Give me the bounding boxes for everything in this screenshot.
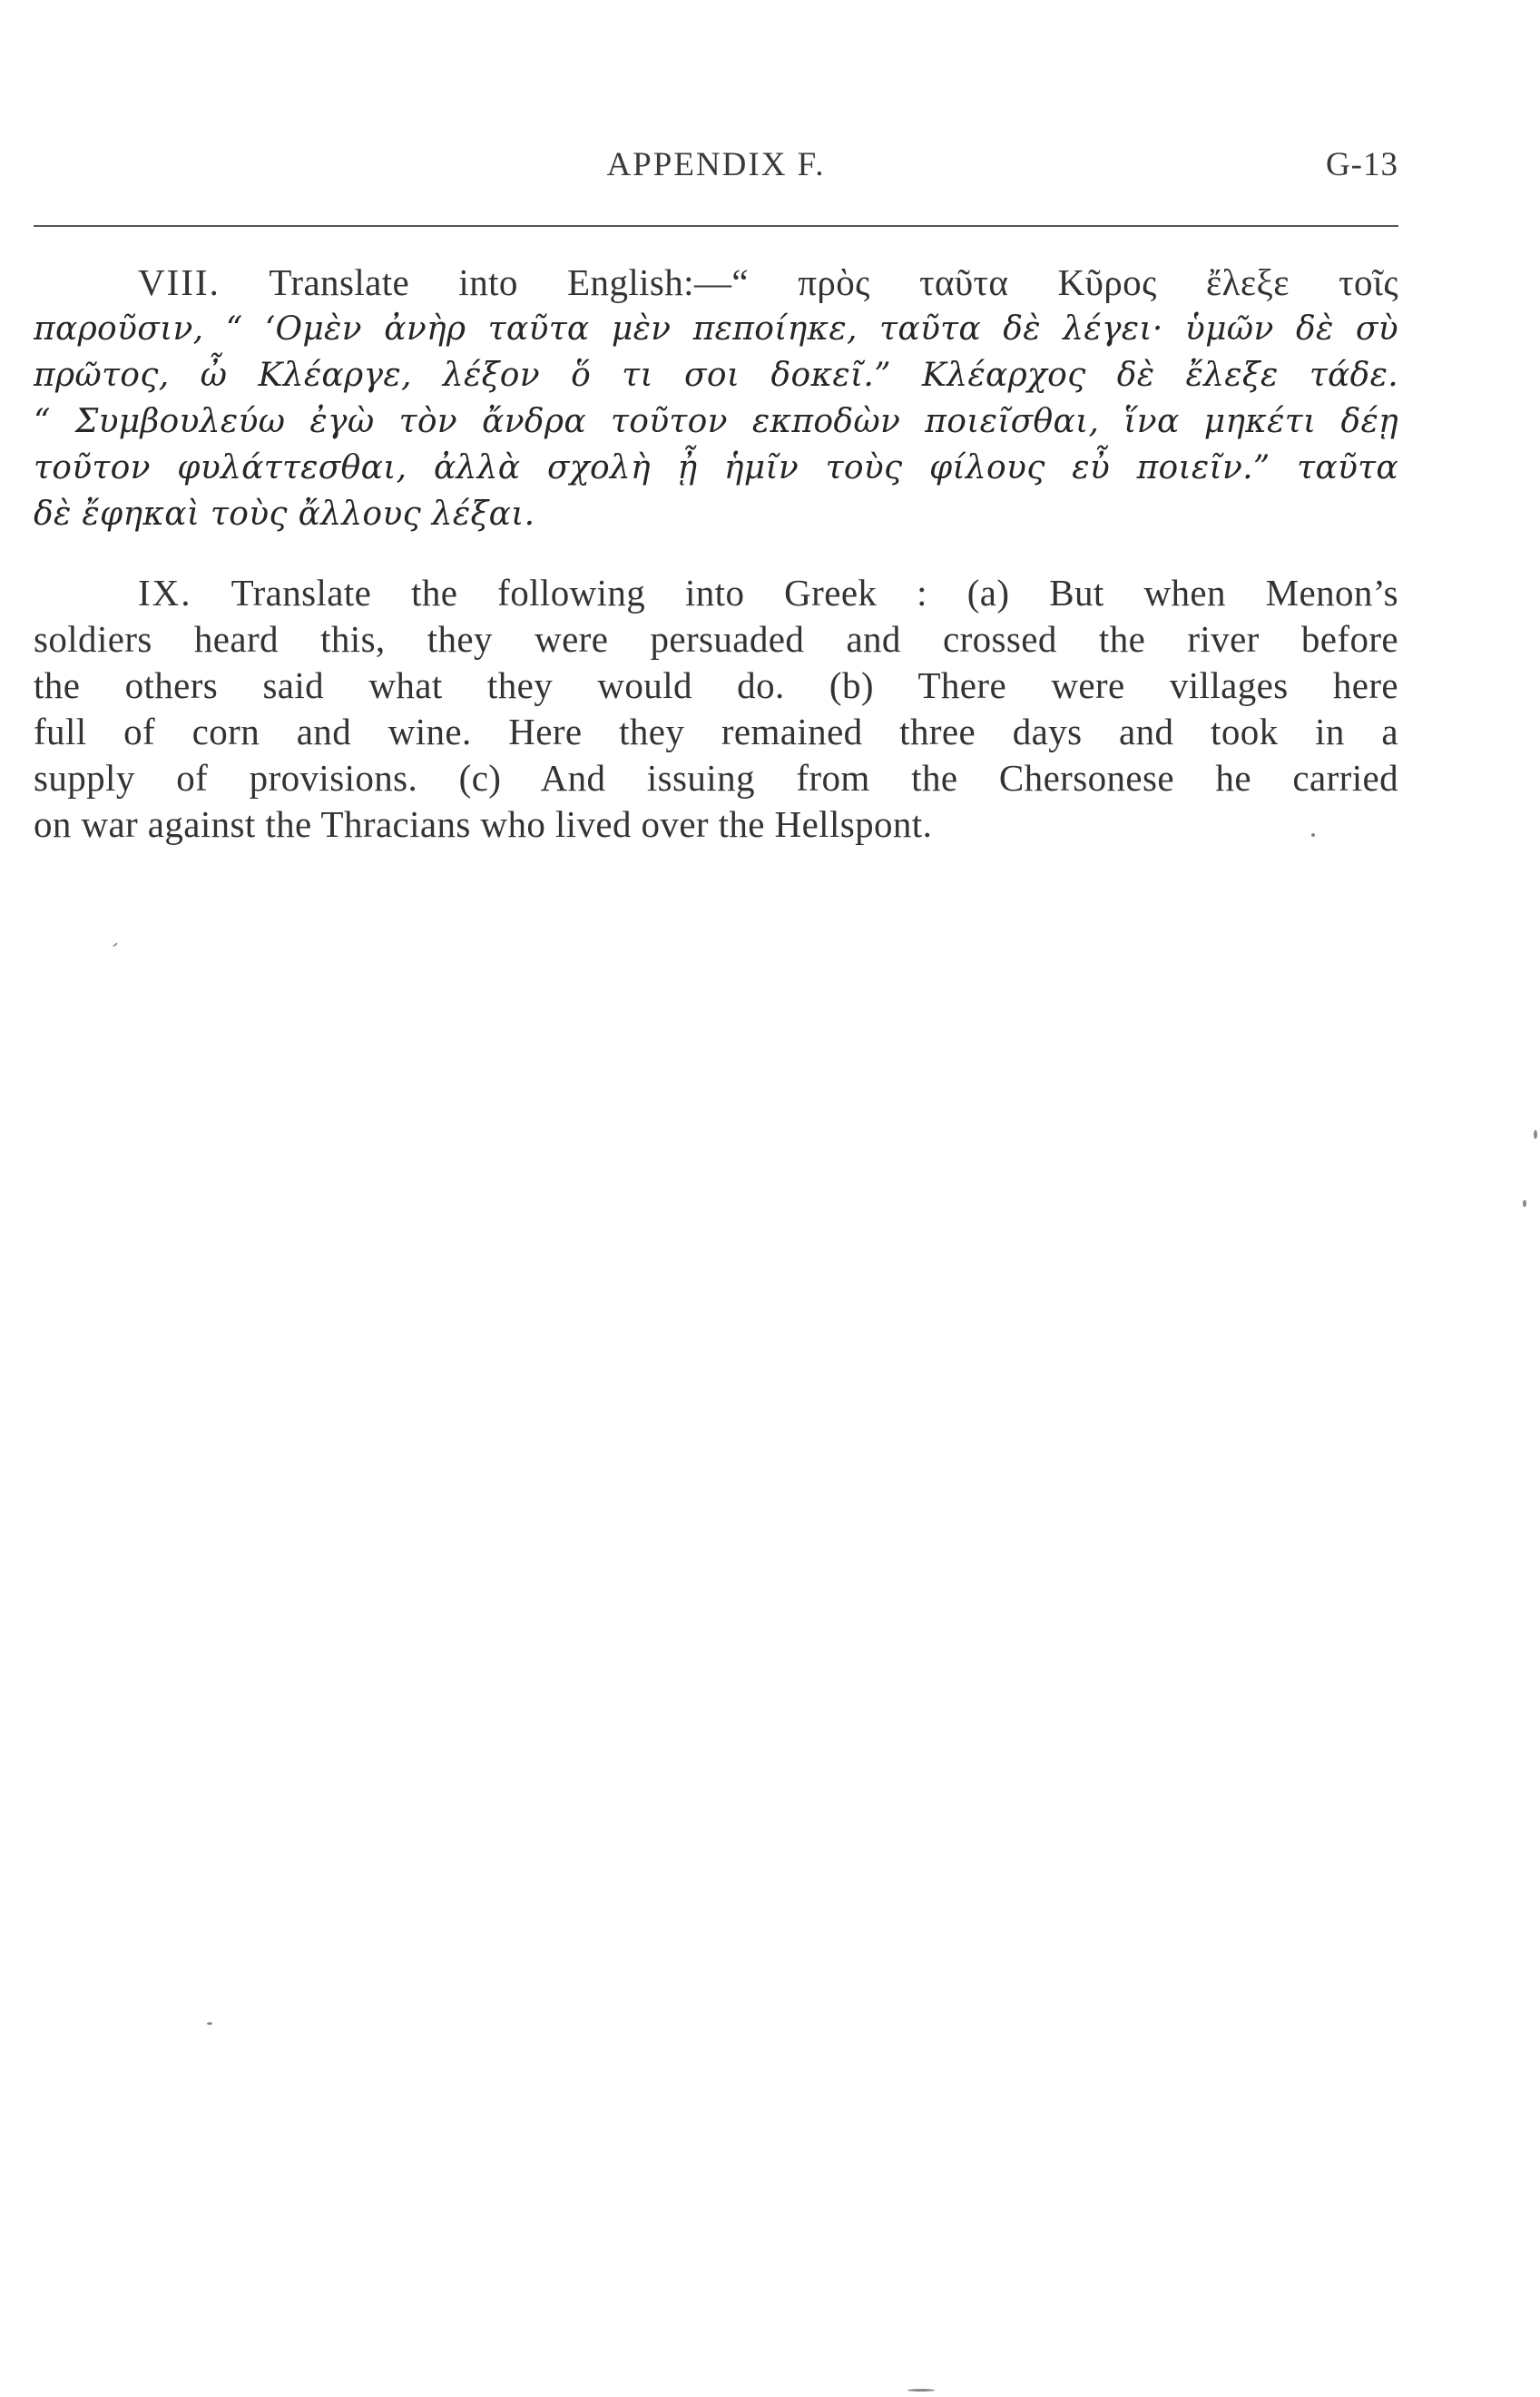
scan-speck	[1523, 1200, 1526, 1207]
header-rule	[34, 225, 1398, 227]
question-ix-line-2: soldiers heard this, they were persuaded and crossed the river before	[34, 618, 1398, 660]
running-title: APPENDIX F.	[606, 146, 826, 183]
scan-speck	[1311, 833, 1315, 837]
question-viii-line-1-text: Translate into English:—“ πρὸς ταῦτα Κῦρος ἔλεξε τοῖς	[269, 261, 1398, 303]
question-viii-line-6: δὲ ἔφηκαὶ τοὺς ἄλλους λέξαι.	[34, 496, 535, 533]
question-ix-line-1-text: Translate the following into Greek : (a) But when Menon’s	[231, 572, 1398, 614]
question-ix-line-3: the others said what they would do. (b) There were villages here	[34, 664, 1398, 706]
question-viii-line-3: πρῶτος, ὦ Κλέαργε, λέξον ὅ τι σοι δοκεῖ.” Κλέαρχος δὲ ἔλεξε τάδε.	[34, 357, 1398, 394]
question-viii	[34, 260, 1398, 537]
scan-speck	[1534, 1130, 1537, 1139]
question-viii-line-1	[34, 260, 1398, 306]
question-ix	[34, 570, 1398, 848]
question-viii-line-2: παροῦσιν, “ ‘Ομὲν ἀνὴρ ταῦτα μὲν πεποίηκε, ταῦτα δὲ λέγει· ὑμῶν δὲ σὺ	[34, 310, 1398, 348]
scan-speck	[113, 942, 118, 947]
scan-speck	[907, 2389, 935, 2392]
question-ix-line-4: full of corn and wine. Here they remained three days and took in a	[34, 711, 1398, 752]
question-ix-line-1	[34, 570, 1398, 616]
running-header	[34, 145, 1398, 200]
question-ix-line-6: on war against the Thracians who lived over the Hellspont.	[34, 803, 933, 845]
question-viii-line-5: τοῦτον φυλάττεσθαι, ἀλλὰ σχολὴ ᾖ ἡμῖν τοὺς φίλους εὖ ποιεῖν.” ταῦτα	[34, 449, 1398, 486]
question-ix-line-5: supply of provisions. (c) And issuing from the Chersonese he carried	[34, 757, 1398, 799]
question-ix-label: IX.	[138, 572, 192, 614]
question-viii-line-4: “ Συμβουλεύω ἐγὼ τὸν ἄνδρα τοῦτον εκποδὼν ποιεῖσθαι, ἵνα μηκέτι δέῃ	[34, 403, 1398, 440]
question-viii-label: VIII.	[138, 261, 221, 303]
scan-speck	[207, 2022, 212, 2025]
page-number: G-13	[1325, 146, 1398, 183]
